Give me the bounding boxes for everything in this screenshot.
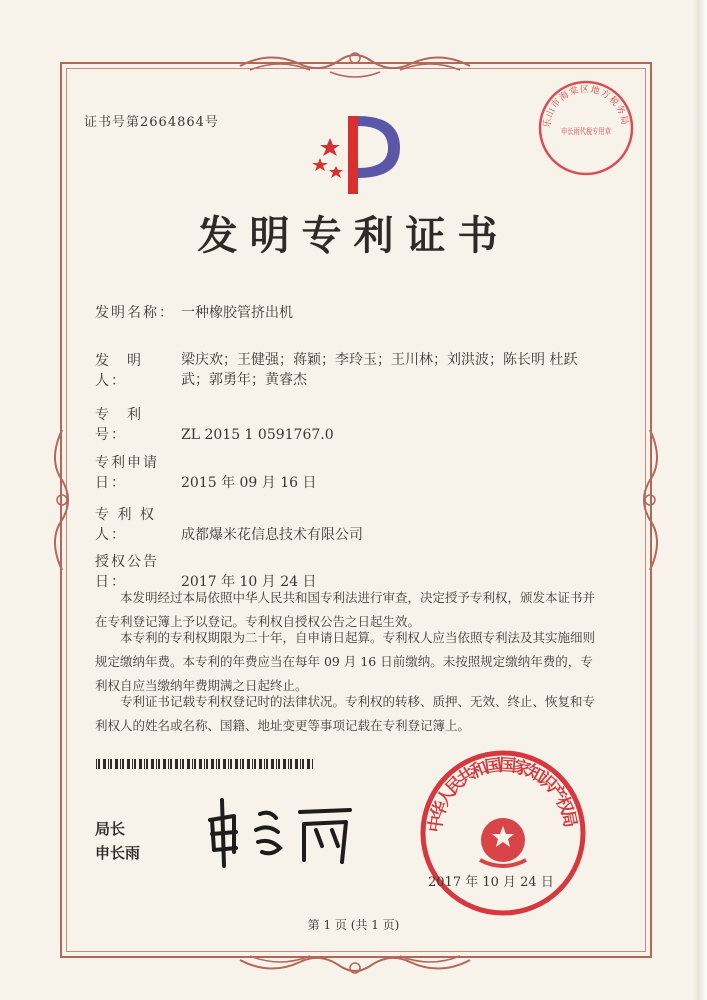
field-value: 2017 年 10 月 24 日 — [181, 574, 317, 590]
field-label: 发明名称： — [95, 305, 175, 321]
barcode-bar — [264, 759, 265, 769]
handwritten-signature — [200, 790, 360, 874]
barcode-bar — [168, 759, 169, 769]
barcode-bar — [271, 759, 274, 769]
barcode-bar — [120, 759, 121, 769]
field-value: ZL 2015 1 0591767.0 — [181, 427, 334, 443]
field-application-date — [95, 452, 317, 492]
barcode-bar — [290, 759, 292, 769]
barcode-bar — [259, 759, 262, 769]
field-value: 梁庆欢；王健强；蒋颖；李玲玉；王川林；刘洪波；陈长明 杜跃武；郭勇年；黄睿杰 — [181, 352, 578, 388]
barcode-bar — [127, 759, 130, 769]
barcode-bar — [223, 759, 226, 769]
bottom-ornament — [230, 946, 480, 978]
paper-edge — [693, 0, 707, 1000]
barcode-bar — [266, 759, 268, 769]
barcode-bar — [204, 759, 205, 769]
barcode-bar — [194, 759, 196, 769]
barcode-bar — [132, 759, 133, 769]
field-label: 专利申请日： — [95, 455, 159, 491]
seal-date: 2017 年 10 月 24 日 — [428, 875, 554, 890]
barcode-bar — [302, 759, 304, 769]
barcode-bar — [228, 759, 229, 769]
field-value: 一种橡胶管挤出机 — [181, 305, 293, 321]
barcode — [96, 759, 316, 769]
field-inventors — [95, 350, 581, 390]
signer-role: 局长 — [95, 820, 126, 838]
official-seal — [418, 748, 588, 922]
barcode-bar — [187, 759, 190, 769]
patent-office-logo — [300, 108, 410, 202]
barcode-bar — [96, 759, 97, 769]
barcode-bar — [307, 759, 310, 769]
barcode-bar — [110, 759, 112, 769]
signer-name: 申长雨 — [95, 844, 141, 862]
right-ornament — [636, 420, 666, 580]
field-value: 成都爆米花信息技术有限公司 — [181, 527, 363, 543]
barcode-bar — [98, 759, 100, 769]
barcode-bar — [254, 759, 256, 769]
barcode-bar — [146, 759, 148, 769]
barcode-bar — [230, 759, 232, 769]
top-ornament — [230, 48, 480, 80]
certificate-title: 发明专利证书 — [197, 212, 510, 259]
field-label: 授权公告日： — [95, 554, 159, 590]
field-label: 发 明 人： — [95, 353, 159, 389]
barcode-bar — [139, 759, 142, 769]
barcode-bar — [144, 759, 145, 769]
barcode-bar — [206, 759, 208, 769]
barcode-bar — [288, 759, 289, 769]
svg-text:乐山市海棠区地方税务局: 乐山市海棠区地方税务局 — [542, 84, 630, 129]
barcode-bar — [218, 759, 220, 769]
field-invention-name — [95, 302, 293, 322]
certificate-number: 证书号第2664864号 — [84, 115, 219, 130]
barcode-bar — [156, 759, 157, 769]
left-ornament — [46, 420, 76, 580]
barcode-bar — [103, 759, 106, 769]
barcode-bar — [283, 759, 286, 769]
svg-text:申长雨代税专用章: 申长雨代税专用章 — [561, 127, 625, 136]
paragraph-legal-status: 专利证书记载专利权登记时的法律状况。专利权的转移、质押、无效、终止、恢复和专利权人的姓名或名称、国籍、地址变更等事项记载在专利登记簿上。 — [95, 694, 596, 733]
barcode-bar — [170, 759, 172, 769]
barcode-bar — [151, 759, 154, 769]
barcode-bar — [252, 759, 253, 769]
barcode-bar — [300, 759, 301, 769]
barcode-bar — [134, 759, 136, 769]
field-label: 专 利 权 人： — [95, 507, 156, 543]
barcode-bar — [115, 759, 118, 769]
barcode-bar — [122, 759, 124, 769]
field-grant-date — [95, 551, 317, 591]
barcode-bar — [163, 759, 166, 769]
barcode-bar — [192, 759, 193, 769]
barcode-bar — [199, 759, 202, 769]
barcode-bar — [242, 759, 244, 769]
paragraph-term: 本专利的专利权期限为二十年，自申请日起算。专利权人应当依照专利法及其实施细则规定缴纳年费。本专利的年费应当在每年 09 月 16 日前缴纳。未按照规定缴纳年费的，专利权自应当缴纳年费期满之日起终止。 — [95, 630, 596, 693]
barcode-bar — [216, 759, 217, 769]
tax-seal — [536, 78, 636, 182]
barcode-bar — [312, 759, 313, 769]
barcode-bar — [295, 759, 298, 769]
svg-text:中华人民共和国国家知识产权局: 中华人民共和国国家知识产权局 — [425, 755, 581, 834]
barcode-bar — [247, 759, 250, 769]
barcode-bar — [276, 759, 277, 769]
barcode-bar — [182, 759, 184, 769]
field-label: 专 利 号： — [95, 407, 159, 443]
barcode-bar — [158, 759, 160, 769]
page-number: 第 1 页 (共 1 页) — [307, 918, 400, 932]
barcode-bar — [240, 759, 241, 769]
paragraph-grant: 本发明经过本局依照中华人民共和国专利法进行审查，决定授予专利权，颁发本证书并在专利登记簿上予以登记。专利权自授权公告之日起生效。 — [95, 590, 596, 629]
barcode-bar — [278, 759, 280, 769]
barcode-bar — [175, 759, 178, 769]
field-patent-number — [95, 404, 334, 444]
barcode-bar — [180, 759, 181, 769]
barcode-bar — [235, 759, 238, 769]
field-patentee — [95, 504, 363, 544]
barcode-bar — [108, 759, 109, 769]
barcode-bar — [211, 759, 214, 769]
field-value: 2015 年 09 月 16 日 — [181, 475, 317, 491]
